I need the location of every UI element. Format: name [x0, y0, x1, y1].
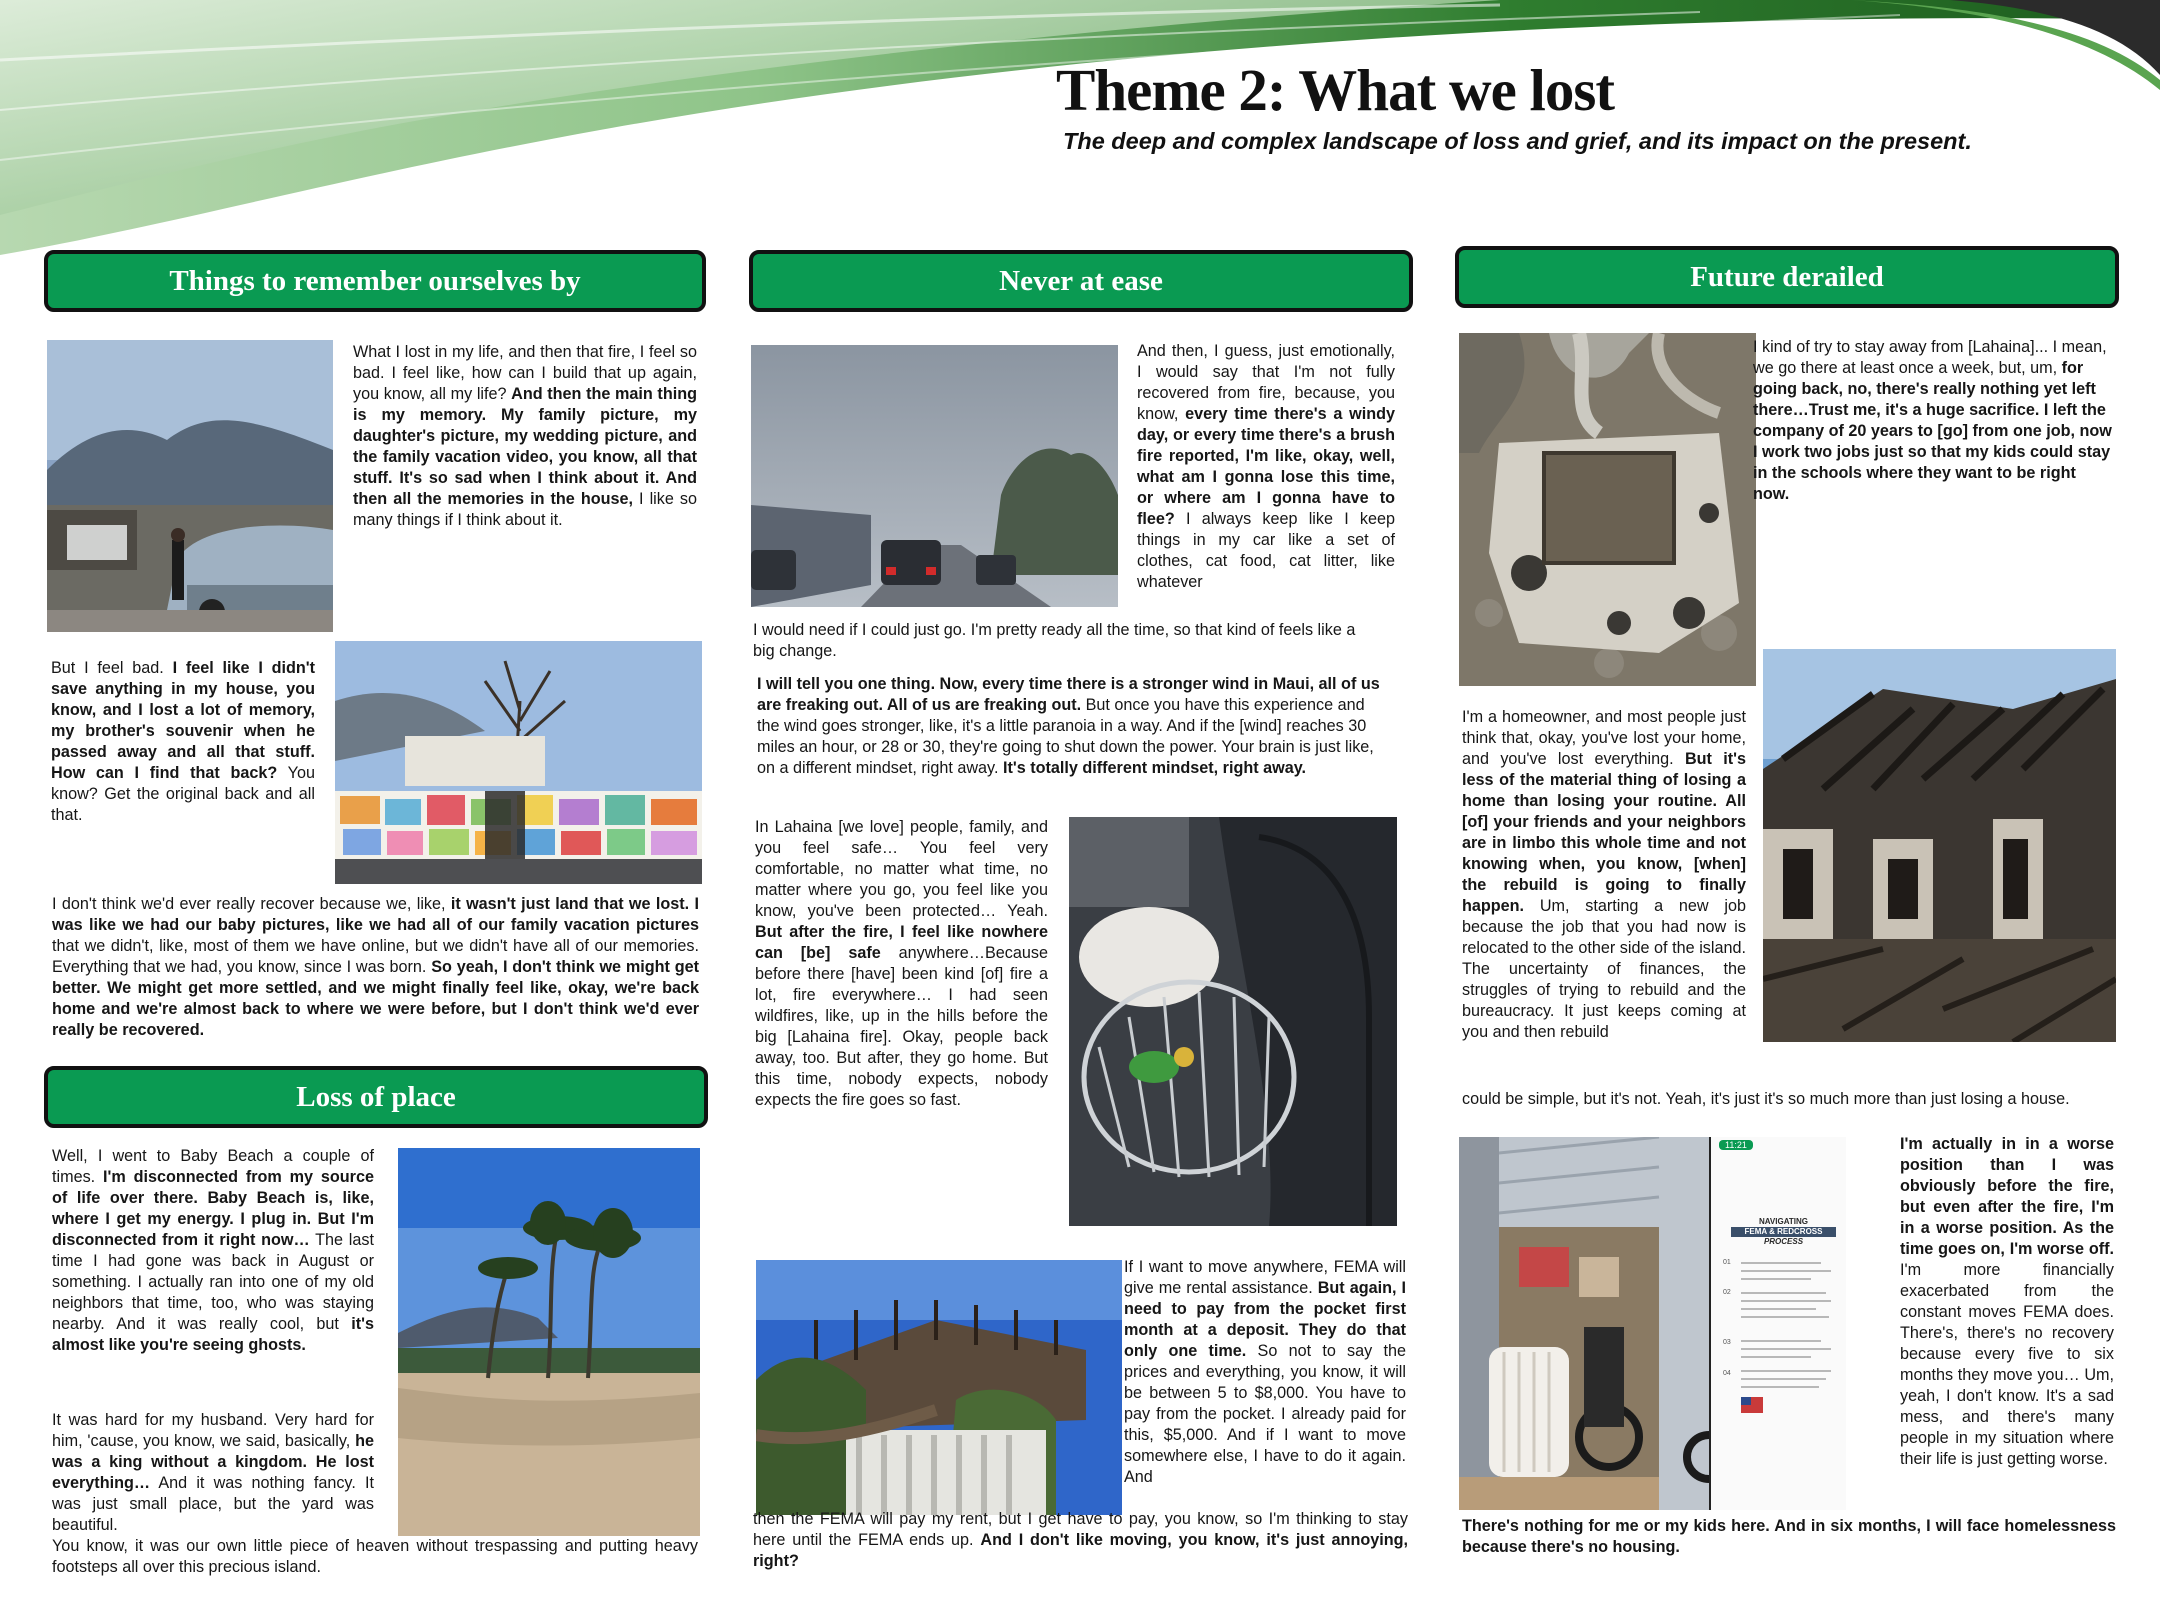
text-future-p1-run: for going back, no, there's really nothing yet left there…Trust me, it's a huge sacrifice. I left the company of 20 years to [go] from one job, now I work two jobs just so that my kids could stay in the schools where they want to be right now. — [1753, 359, 2112, 503]
photo-banyan-plaque — [1459, 333, 1756, 686]
text-remember-p1-run: I like so many things if I think about it. — [353, 490, 697, 529]
photo-bird-cage — [1069, 817, 1397, 1226]
text-ease-p4-run: So not to say the prices and everything, you know, it will be between 5 to $8,000. You have to pay from the pocket. I already paid for this, $5,000. And if I want to move somewhere else, I have to do it again. And — [1124, 1342, 1406, 1486]
phone-step-02: 02 — [1723, 1289, 1731, 1296]
text-ease-p1b-run: I would need if I could just go. I'm pretty ready all the time, so that kind of feels like a big change. — [753, 621, 1356, 660]
text-ease-p4b-run: And I don't like moving, you know, it's just annoying, right? — [753, 1531, 1408, 1570]
text-ease-p1-run: every time there's a windy day, or every time there's a brush fire reported, I'm like, okay, well, what am I gonna lose this time, or where am I gonna have to flee? — [1137, 405, 1396, 528]
text-remember-p1-run: And then the main thing is my memory. My family picture, my daughter's picture, my wedding picture, and the family vacation video, you know, all that stuff. It's so sad when I think about it. And then all the memories in the house, — [353, 385, 697, 508]
photo-woman-by-car — [47, 340, 333, 632]
text-place-p2-run: he was a king without a kingdom. He lost everything… — [52, 1432, 374, 1492]
heading-things-to-remember — [44, 250, 706, 312]
photo-smoky-road — [751, 345, 1118, 607]
text-place-p1 — [52, 1146, 374, 1356]
heading-text: Future derailed — [1690, 260, 1884, 293]
heading-future-derailed — [1455, 246, 2119, 308]
text-future-p2-run: Um, starting a new job because the job that you had now is relocated to the other side of the island. The uncertainty of finances, the struggles of trying to rebuild and the bureaucracy. It just keeps coming at you and then rebuild — [1462, 897, 1746, 1041]
text-ease-p2-run: It's totally different mindset, right away. — [1002, 759, 1307, 777]
text-future-p2b — [1462, 1089, 2114, 1110]
phone-header-line1: NAVIGATING — [1758, 1217, 1809, 1226]
phone-header-line3: PROCESS — [1763, 1237, 1804, 1246]
text-remember-p2-run: I feel like I didn't save anything in my house, you know, and I lost a lot of memory, my brother's souvenir when he passed away and all that stuff. How can I find that back? — [51, 659, 316, 782]
text-ease-p1-run: I always keep like I keep things in my car like a set of clothes, cat food, cat litter, like whatever — [1137, 510, 1395, 591]
text-future-p1-run: I kind of try to stay away from [Lahaina]... I mean, we go there at least once a week, but, um, — [1753, 338, 2107, 377]
text-future-p3 — [1900, 1134, 2114, 1470]
photo-mural-wall — [335, 641, 702, 884]
text-ease-p4-run: But again, I need to pay from the pocket first month at a deposit. They do that only one time. — [1124, 1279, 1406, 1360]
page-title: Theme 2: What we lost — [1056, 57, 1615, 123]
text-ease-p2 — [757, 674, 1391, 779]
heading-text: Things to remember ourselves by — [169, 264, 581, 297]
text-ease-p2-run: But once you have this experience and the wind goes stronger, like, it's a little paranoia in a way. And if the [wind] reaches 30 miles an hour, or 28 or 30, they're going to shut down the power. Your brain is just like, on a different mindset, right away. — [757, 696, 1374, 777]
text-ease-p4-run: If I want to move anywhere, FEMA will give me rental assistance. — [1124, 1258, 1406, 1297]
text-remember-p1-run: What I lost in my life, and then that fire, I feel so bad. I feel like, how can I build that up again, you know, all my life? — [353, 343, 697, 403]
text-future-p2b-run: could be simple, but it's not. Yeah, it's just it's so much more than just losing a house. — [1462, 1090, 2070, 1108]
text-future-p2-run: But it's less of the material thing of losing a home than losing your routine. All [of] your friends and your neighbors are in limbo this whole time and not knowing when, you know, [when] the rebuild is going to finally happen. — [1462, 750, 1746, 915]
heading-text: Never at ease — [999, 264, 1163, 297]
text-remember-p1 — [353, 342, 697, 531]
text-place-p1-run: I'm disconnected from my source of life over there. Baby Beach is, like, where I get my energy. I plug in. But I'm disconnected from it right now… — [52, 1168, 374, 1249]
phone-step-lines — [1741, 1257, 1836, 1427]
text-place-p2 — [52, 1410, 374, 1536]
text-remember-p3-run: that we didn't, like, most of them we have online, but we didn't have all of our memories. Everything that we had, you know, since I was born. — [52, 937, 699, 976]
text-place-p1-run: Well, I went to Baby Beach a couple of times. — [52, 1147, 374, 1186]
phone-header-line2: FEMA & REDCROSS — [1731, 1227, 1836, 1237]
text-place-p3 — [52, 1536, 698, 1578]
phone-screenshot — [1709, 1137, 1846, 1510]
text-remember-p3-run: So yeah, I don't think we might get better. We might get more settled, and we might finally feel like, okay, we're back home and we're almost back to where we were before, but I don't think we'd ever really be recovered. — [52, 958, 699, 1039]
text-remember-p3-run: I don't think we'd ever really recover because we, like, — [52, 895, 451, 913]
text-ease-p2-run: I will tell you one thing. Now, every time there is a stronger wind in Maui, all of us are freaking out. All of us are freaking out. — [757, 675, 1380, 714]
text-future-p3-run: I'm more financially exacerbated from the constant moves FEMA does. There's, there's no recovery because every five to six months they move you… Um, yeah, I don't know. It's a sad mess, and there's many people in my situation where their life is just getting worse. — [1900, 1261, 2114, 1468]
text-ease-p3-run: anywhere…Because before there [have] been kind [of] fire a lot, fire everywhere… I had seen wildfires, like, up in the hills before the big [Lahaina fire]. Okay, people back away, too. But after, they go home. But this time, nobody expects, nobody expects the fire goes so fast. — [755, 944, 1048, 1109]
phone-step-03: 03 — [1723, 1339, 1731, 1346]
heading-text: Loss of place — [296, 1080, 456, 1113]
text-place-p1-run: The last time I had gone was back in August or something. I actually ran into one of my old neighbors that time, too, who was staying nearby. And it was really cool, but — [52, 1231, 374, 1333]
text-ease-p4b — [753, 1509, 1408, 1572]
text-remember-p3 — [52, 894, 699, 1041]
text-remember-p2 — [51, 658, 315, 826]
text-ease-p1b — [753, 620, 1373, 662]
heading-never-at-ease — [749, 250, 1413, 312]
text-remember-p2-run: You know? Get the original back and all that. — [51, 764, 315, 824]
text-future-p1 — [1753, 337, 2114, 505]
text-place-p3-run: You know, it was our own little piece of heaven without trespassing and putting heavy footsteps all over this precious island. — [52, 1537, 698, 1576]
text-remember-p3-run: it wasn't just land that we lost. I was like we had our baby pictures, like we had all of our family vacation pictures — [52, 895, 699, 934]
heading-loss-of-place — [44, 1066, 708, 1128]
text-ease-p1 — [1137, 341, 1395, 593]
phone-step-01: 01 — [1723, 1259, 1731, 1266]
photo-storage-unit — [1459, 1137, 1846, 1510]
text-future-p2 — [1462, 707, 1746, 1043]
text-ease-p3-run: But after the fire, I feel like nowhere can [be] safe — [755, 923, 1048, 962]
text-ease-p4b-run: then the FEMA will pay my rent, but I get have to pay, you know, so I'm thinking to stay here until the FEMA ends up. — [753, 1510, 1408, 1549]
text-future-p4 — [1462, 1516, 2116, 1558]
page-subtitle: The deep and complex landscape of loss and grief, and its impact on the present. — [1063, 128, 1972, 154]
text-place-p2-run: And it was nothing fancy. It was just small place, but the yard was beautiful. — [52, 1474, 374, 1534]
text-place-p1-run: it's almost like you're seeing ghosts. — [52, 1315, 374, 1354]
text-future-p2-run: I'm a homeowner, and most people just think that, okay, you've lost your home, and you've lost everything. — [1462, 708, 1746, 768]
phone-step-04: 04 — [1723, 1370, 1731, 1377]
text-place-p2-run: It was hard for my husband. Very hard for him, 'cause, you know, we said, basically, — [52, 1411, 374, 1450]
text-ease-p4 — [1124, 1257, 1406, 1488]
photo-burned-building — [1763, 649, 2116, 1042]
photo-burned-house — [756, 1260, 1122, 1515]
text-remember-p2-run: But I feel bad. — [51, 659, 173, 677]
text-future-p3-run: I'm actually in in a worse position than I was obviously before the fire, but even after the fire, I'm in a worse position. As the time goes on, I'm worse off. — [1900, 1135, 2114, 1258]
phone-infographic-header — [1731, 1217, 1836, 1247]
text-ease-p3-run: In Lahaina [we love] people, family, and you feel safe… You feel very comfortable, no matter what time, no matter where you go, you feel like you know, you've been protected… Yeah. — [755, 818, 1048, 920]
text-future-p4-run: There's nothing for me or my kids here. And in six months, I will face homelessness because there's no housing. — [1462, 1517, 2116, 1556]
text-ease-p3 — [755, 817, 1048, 1111]
phone-status-time: 11:21 — [1719, 1140, 1753, 1150]
photo-baby-beach — [398, 1148, 700, 1536]
text-ease-p1-run: And then, I guess, just emotionally, I would say that I'm not fully recovered from fire, because, you know, — [1137, 342, 1395, 423]
